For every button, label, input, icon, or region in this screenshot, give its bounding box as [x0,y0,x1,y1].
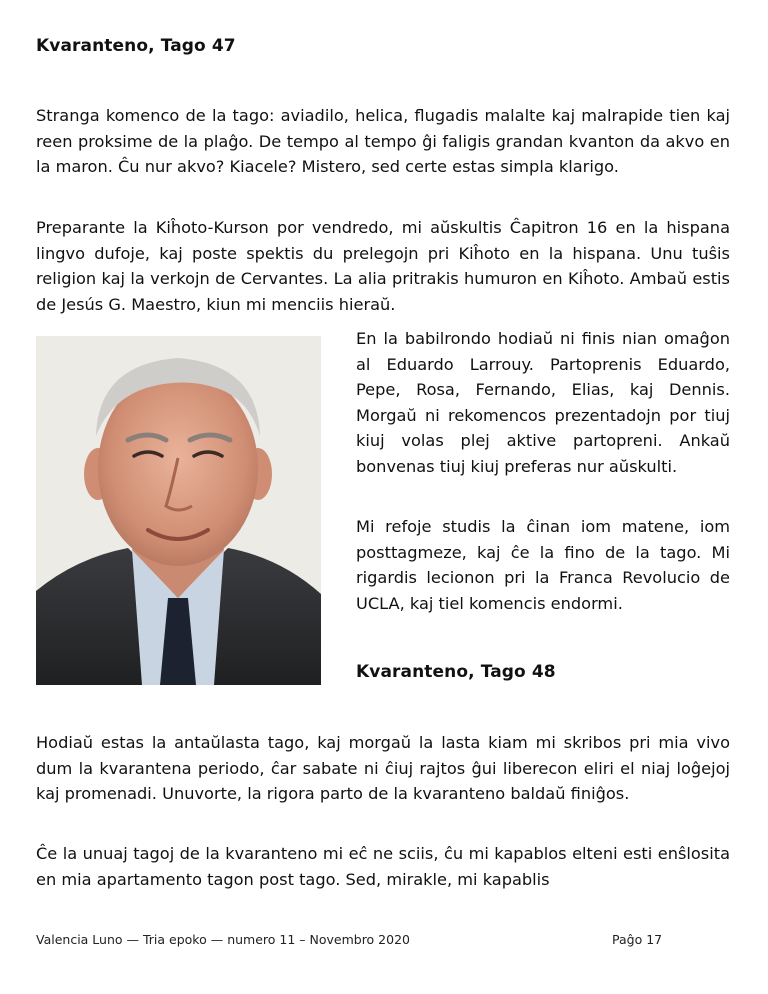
paragraph: Stranga komenco de la tago: aviadilo, helica, flugadis malalte kaj malrapide tien kaj reen proksime de la plaĝo. De tempo al tempo ĝi faligis grandan kvanton da akvo en la maron. Ĉu nur akvo? Kiacele? Mistero, sed certe estas simpla klarigo. [36,106,730,176]
paragraph: Ĉe la unuaj tagoj de la kvaranteno mi eĉ ne sciis, ĉu mi kapablos elteni esti enŝlosita en mia apartamento tagon post tago. Sed, mirakle, mi kapablis [36,844,730,889]
section-title-day-48: Kvaranteno, Tago 48 [356,662,556,682]
portrait-photo-icon [36,336,321,685]
paragraph: En la babilrondo hodiaŭ ni finis nian omaĝon al Eduardo Larrouy. Partoprenis Eduardo, Pepe, Rosa, Fernando, Elias, kaj Dennis. Morgaŭ ni rekomencos prezentadojn por tiuj kiuj volas plej aktive partopreni. Ankaŭ bonvenas tiuj kiuj preferas nur aŭskulti. [356,329,730,476]
paragraph: Preparante la Kiĥoto-Kurson por vendredo, mi aŭskultis Ĉapitron 16 en la hispana lingvo dufoje, kaj poste spektis du prelegojn pri Kiĥoto en la hispana. Unu tuŝis religion kaj la verkojn de Cervantes. La alia pritrakis humuron en Kiĥoto. Ambaŭ estis de Jesús G. Maestro, kiun mi menciis hieraŭ. [36,218,730,314]
paragraph: Mi refoje studis la ĉinan iom matene, iom posttagmeze, kaj ĉe la fino de la tago. Mi rigardis lecionon pri la Franca Revolucio de UCLA, kaj tiel komencis endormi. [356,517,730,613]
section-title-day-47: Kvaranteno, Tago 47 [36,36,236,56]
paragraph: Hodiaŭ estas la antaŭlasta tago, kaj morgaŭ la lasta kiam mi skribos pri mia vivo dum la kvarantena periodo, ĉar sabate ni ĉiuj rajtos ĝui liberecon eliri el niaj loĝejoj kaj promenadi. Unuvorte, la rigora parto de la kvaranteno baldaŭ finiĝos. [36,733,730,803]
page-number: Paĝo 17 [612,932,663,947]
footer-publication: Valencia Luno — Tria epoko — numero 11 – Novembro 2020 [36,932,410,947]
